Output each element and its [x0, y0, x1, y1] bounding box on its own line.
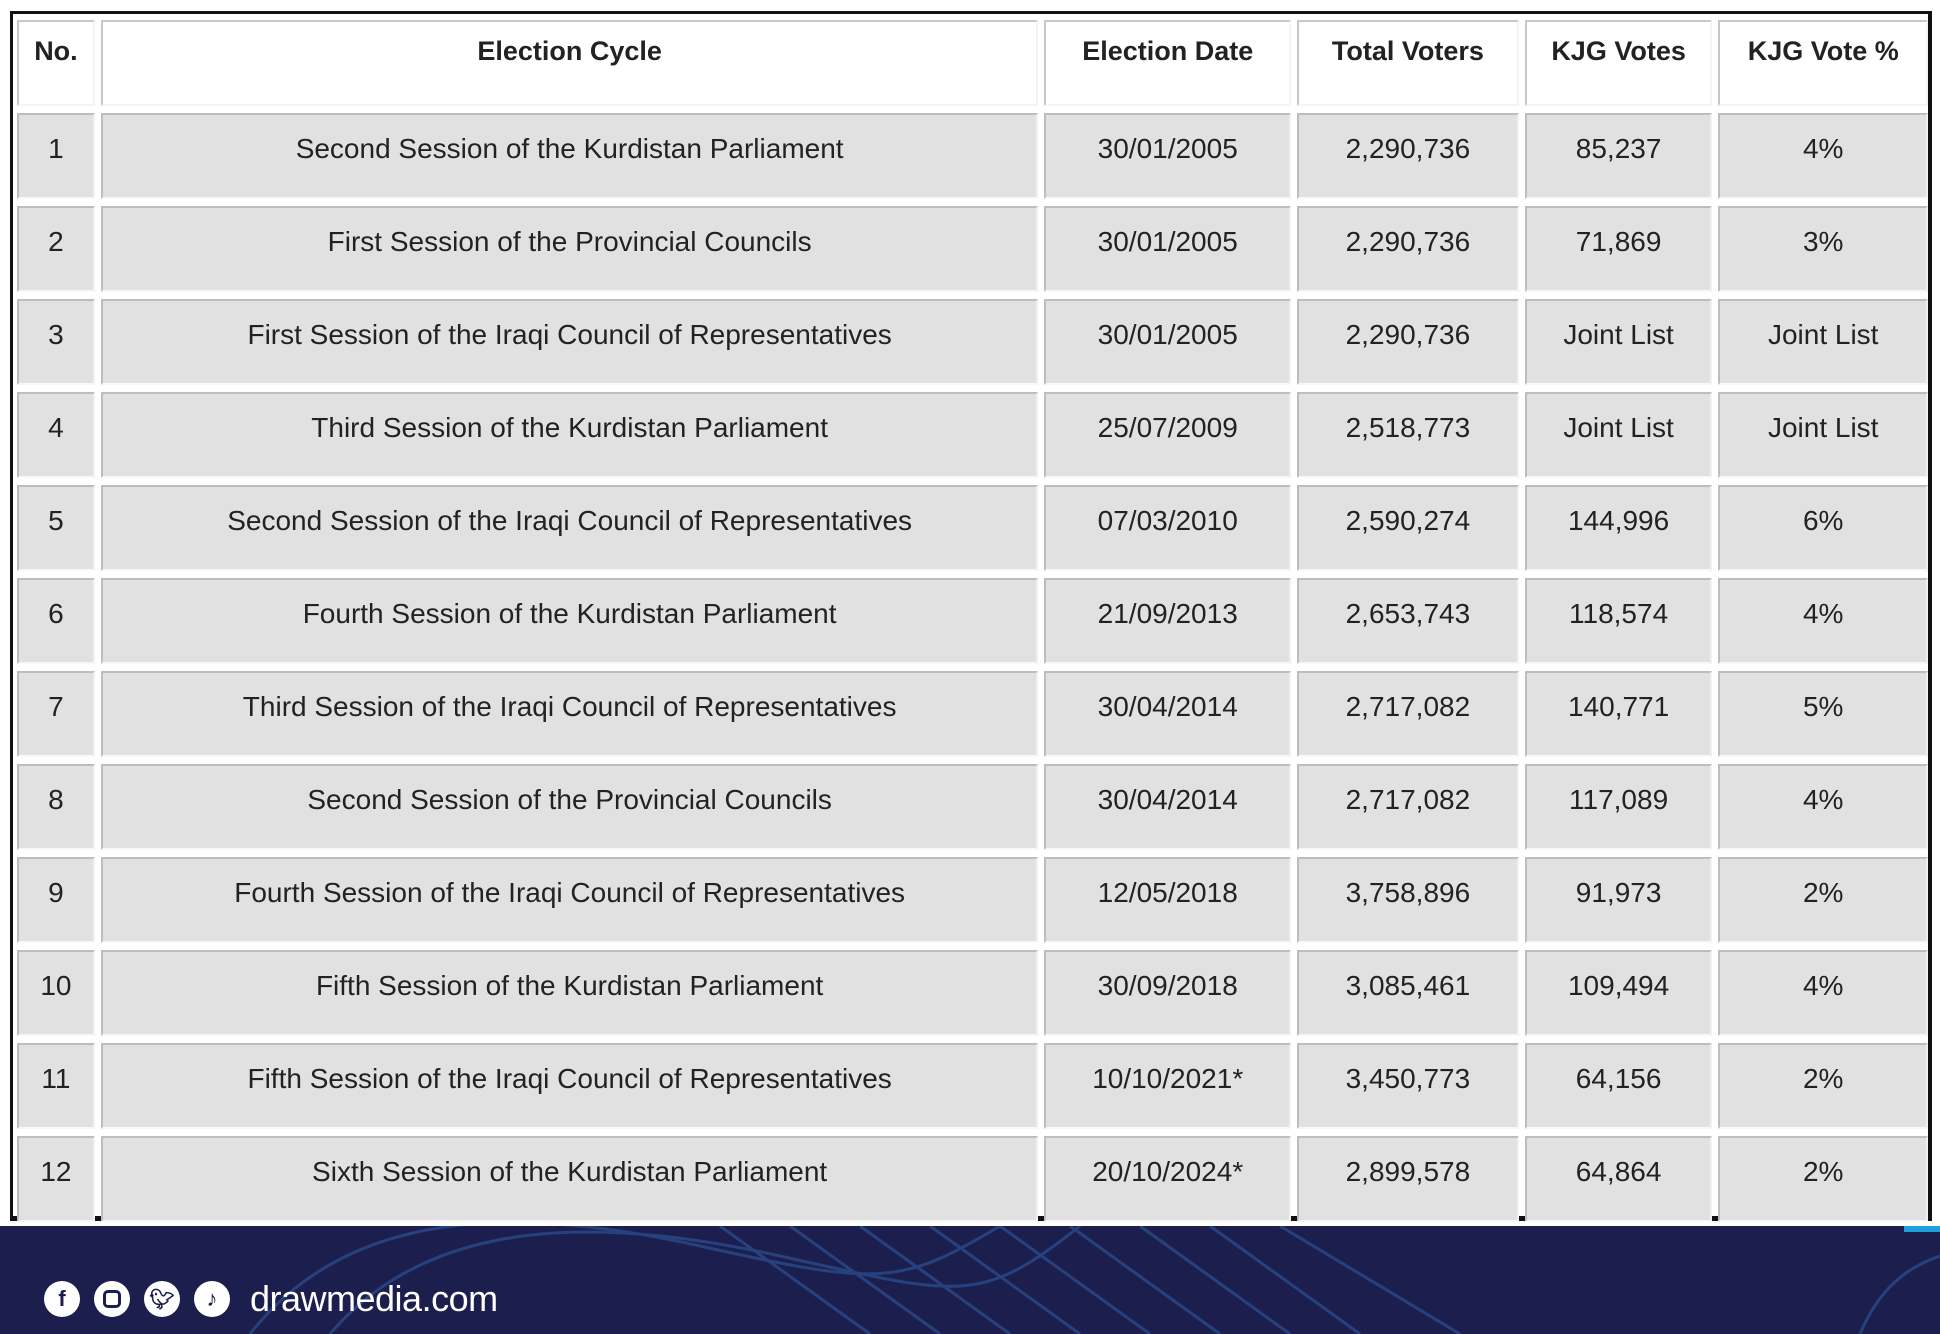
cell-election-cycle: Second Session of the Iraqi Council of Representatives	[101, 485, 1038, 571]
table-row	[17, 113, 1928, 199]
tiktok-icon[interactable]: ♪	[194, 1281, 230, 1317]
cell-election-date: 30/04/2014	[1044, 764, 1291, 850]
cell-no: 12	[17, 1136, 95, 1222]
cell-election-cycle: Fourth Session of the Kurdistan Parliament	[101, 578, 1038, 664]
cell-kjg-votes: 117,089	[1525, 764, 1713, 850]
cell-total-voters: 2,290,736	[1297, 299, 1519, 385]
cell-total-voters: 2,590,274	[1297, 485, 1519, 571]
cell-total-voters: 2,717,082	[1297, 764, 1519, 850]
cell-election-date: 30/01/2005	[1044, 206, 1291, 292]
cell-election-date: 20/10/2024*	[1044, 1136, 1291, 1222]
cell-kjg-vote-pct: Joint List	[1718, 392, 1928, 478]
cell-no: 9	[17, 857, 95, 943]
cell-total-voters: 2,717,082	[1297, 671, 1519, 757]
table-row	[17, 485, 1928, 571]
table-row	[17, 857, 1928, 943]
cell-total-voters: 2,653,743	[1297, 578, 1519, 664]
instagram-icon[interactable]	[94, 1281, 130, 1317]
cell-kjg-vote-pct: Joint List	[1718, 299, 1928, 385]
cell-election-date: 10/10/2021*	[1044, 1043, 1291, 1129]
cell-kjg-vote-pct: 4%	[1718, 764, 1928, 850]
cell-kjg-vote-pct: 3%	[1718, 206, 1928, 292]
cell-kjg-votes: 118,574	[1525, 578, 1713, 664]
cell-kjg-votes: 109,494	[1525, 950, 1713, 1036]
cell-election-cycle: Third Session of the Kurdistan Parliament	[101, 392, 1038, 478]
cell-election-date: 30/04/2014	[1044, 671, 1291, 757]
cell-total-voters: 3,758,896	[1297, 857, 1519, 943]
cell-total-voters: 2,290,736	[1297, 113, 1519, 199]
header-total-voters: Total Voters	[1297, 20, 1519, 106]
cell-election-cycle: Third Session of the Iraqi Council of Representatives	[101, 671, 1038, 757]
cell-election-date: 21/09/2013	[1044, 578, 1291, 664]
table-row	[17, 578, 1928, 664]
cell-no: 10	[17, 950, 95, 1036]
header-kjg-vote-pct: KJG Vote %	[1718, 20, 1928, 106]
election-table-frame	[10, 11, 1932, 1221]
table-row	[17, 392, 1928, 478]
cell-kjg-votes: 71,869	[1525, 206, 1713, 292]
cell-kjg-vote-pct: 5%	[1718, 671, 1928, 757]
cell-kjg-votes: 144,996	[1525, 485, 1713, 571]
cell-election-cycle: Second Session of the Kurdistan Parliament	[101, 113, 1038, 199]
header-no: No.	[17, 20, 95, 106]
election-results-table	[11, 13, 1934, 1229]
cell-total-voters: 2,518,773	[1297, 392, 1519, 478]
twitter-icon[interactable]: 🐦︎	[144, 1281, 180, 1317]
header-election-cycle: Election Cycle	[101, 20, 1038, 106]
cell-election-cycle: First Session of the Provincial Councils	[101, 206, 1038, 292]
table-row	[17, 1136, 1928, 1222]
cell-election-date: 30/01/2005	[1044, 113, 1291, 199]
cell-kjg-votes: 140,771	[1525, 671, 1713, 757]
cell-election-date: 07/03/2010	[1044, 485, 1291, 571]
cell-election-date: 25/07/2009	[1044, 392, 1291, 478]
table-row	[17, 1043, 1928, 1129]
cell-total-voters: 3,450,773	[1297, 1043, 1519, 1129]
cell-election-date: 30/09/2018	[1044, 950, 1291, 1036]
cell-no: 8	[17, 764, 95, 850]
footer-banner	[0, 1226, 1940, 1334]
cell-election-date: 12/05/2018	[1044, 857, 1291, 943]
cell-election-cycle: Second Session of the Provincial Councils	[101, 764, 1038, 850]
cell-kjg-votes: Joint List	[1525, 299, 1713, 385]
cell-election-cycle: First Session of the Iraqi Council of Representatives	[101, 299, 1038, 385]
cell-kjg-votes: Joint List	[1525, 392, 1713, 478]
cell-kjg-vote-pct: 6%	[1718, 485, 1928, 571]
website-link[interactable]: drawmedia.com	[250, 1278, 498, 1319]
cell-kjg-vote-pct: 2%	[1718, 1136, 1928, 1222]
social-links	[44, 1278, 498, 1320]
cell-kjg-votes: 85,237	[1525, 113, 1713, 199]
cell-kjg-vote-pct: 2%	[1718, 857, 1928, 943]
cell-total-voters: 3,085,461	[1297, 950, 1519, 1036]
cell-no: 4	[17, 392, 95, 478]
cell-kjg-votes: 64,156	[1525, 1043, 1713, 1129]
cell-total-voters: 2,899,578	[1297, 1136, 1519, 1222]
table-row	[17, 671, 1928, 757]
cell-kjg-votes: 91,973	[1525, 857, 1713, 943]
cell-no: 1	[17, 113, 95, 199]
table-row	[17, 299, 1928, 385]
header-kjg-votes: KJG Votes	[1525, 20, 1713, 106]
table-row	[17, 206, 1928, 292]
facebook-icon[interactable]: f	[44, 1281, 80, 1317]
cell-kjg-vote-pct: 4%	[1718, 950, 1928, 1036]
cell-kjg-votes: 64,864	[1525, 1136, 1713, 1222]
cell-no: 6	[17, 578, 95, 664]
cell-election-cycle: Fourth Session of the Iraqi Council of Representatives	[101, 857, 1038, 943]
cell-total-voters: 2,290,736	[1297, 206, 1519, 292]
header-election-date: Election Date	[1044, 20, 1291, 106]
cell-no: 2	[17, 206, 95, 292]
table-header-row	[17, 20, 1928, 106]
cell-no: 7	[17, 671, 95, 757]
table-row	[17, 950, 1928, 1036]
cell-election-cycle: Fifth Session of the Kurdistan Parliament	[101, 950, 1038, 1036]
cell-kjg-vote-pct: 2%	[1718, 1043, 1928, 1129]
cell-no: 11	[17, 1043, 95, 1129]
cell-election-cycle: Sixth Session of the Kurdistan Parliament	[101, 1136, 1038, 1222]
cell-kjg-vote-pct: 4%	[1718, 113, 1928, 199]
cell-no: 3	[17, 299, 95, 385]
cell-election-cycle: Fifth Session of the Iraqi Council of Representatives	[101, 1043, 1038, 1129]
cell-election-date: 30/01/2005	[1044, 299, 1291, 385]
cell-no: 5	[17, 485, 95, 571]
accent-bar	[1904, 1226, 1940, 1232]
table-row	[17, 764, 1928, 850]
cell-kjg-vote-pct: 4%	[1718, 578, 1928, 664]
